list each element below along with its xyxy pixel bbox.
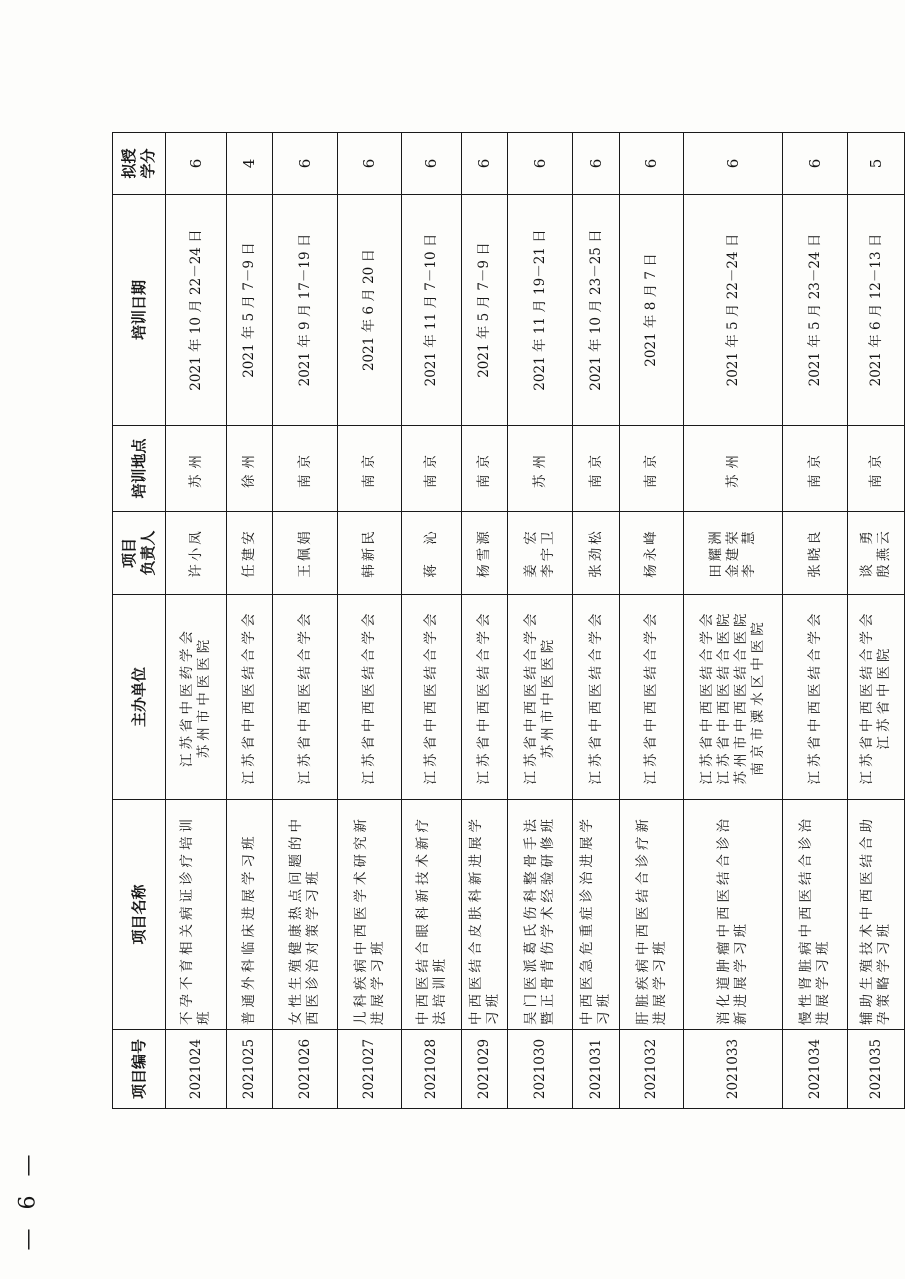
date-cell: 2021 年 5 月 23－24 日 [783, 195, 848, 426]
credits-cell: 6 [620, 133, 684, 195]
project-id-cell: 2021032 [620, 1030, 684, 1109]
location-cell: 南京 [273, 426, 338, 512]
organizer-cell: 江苏省中西医结合学会 [783, 595, 848, 800]
table-header-row [113, 133, 166, 1109]
organizer-cell: 江苏省中西医结合学会 [620, 595, 684, 800]
credits-cell: 6 [684, 133, 783, 195]
header-project-name: 项目名称 [113, 800, 166, 1030]
location-cell: 苏州 [684, 426, 783, 512]
header-project-id: 项目编号 [113, 1030, 166, 1109]
project-id-cell: 2021031 [573, 1030, 620, 1109]
header-credits: 拟授 学分 [113, 133, 166, 195]
project-name-cell: 女性生殖健康热点问题的中西医诊治对策学习班 [273, 800, 338, 1030]
credits-cell: 4 [227, 133, 273, 195]
person-in-charge-cell: 王佩娟 [273, 512, 338, 595]
project-id-cell: 2021028 [402, 1030, 462, 1109]
header-location: 培训地点 [113, 426, 166, 512]
location-cell: 南京 [573, 426, 620, 512]
credits-cell: 6 [273, 133, 338, 195]
organizer-cell: 江苏省中西医结合学会 苏州市中医医院 [508, 595, 573, 800]
organizer-cell: 江苏省中西医结合学会 [273, 595, 338, 800]
page-number-text: — 6 — [15, 1148, 41, 1250]
organizer-cell: 江苏省中西医结合学会 江苏省中西医结合医院 苏州市中西医结合医院 南京市溧水区中医院 [684, 595, 783, 800]
person-in-charge-cell: 张晓良 [783, 512, 848, 595]
location-cell: 徐州 [227, 426, 273, 512]
location-cell: 南京 [783, 426, 848, 512]
person-in-charge-cell: 田耀洲 金建荣 李 慧 [684, 512, 783, 595]
table-row [338, 133, 402, 1109]
date-cell: 2021 年 5 月 7－9 日 [227, 195, 273, 426]
organizer-cell: 江苏省中西医结合学会 [402, 595, 462, 800]
organizer-cell: 江苏省中医药学会 苏州市中医医院 [166, 595, 227, 800]
location-cell: 南京 [620, 426, 684, 512]
date-cell: 2021 年 11 月 7－10 日 [402, 195, 462, 426]
project-id-cell: 2021027 [338, 1030, 402, 1109]
credits-cell: 6 [338, 133, 402, 195]
project-id-cell: 2021029 [462, 1030, 508, 1109]
training-projects-table [112, 132, 905, 1109]
credits-cell: 6 [508, 133, 573, 195]
project-id-cell: 2021033 [684, 1030, 783, 1109]
location-cell: 南京 [462, 426, 508, 512]
table-row [848, 133, 905, 1109]
header-date: 培训日期 [113, 195, 166, 426]
project-name-cell: 不孕不育相关病证诊疗培训班 [166, 800, 227, 1030]
credits-cell: 6 [166, 133, 227, 195]
project-id-cell: 2021030 [508, 1030, 573, 1109]
project-name-cell: 慢性肾脏病中西医结合诊治进展学习班 [783, 800, 848, 1030]
location-cell: 苏州 [166, 426, 227, 512]
organizer-cell: 江苏省中西医结合学会 [227, 595, 273, 800]
location-cell: 南京 [338, 426, 402, 512]
credits-cell: 6 [402, 133, 462, 195]
table-body [166, 133, 905, 1109]
date-cell: 2021 年 11 月 19－21 日 [508, 195, 573, 426]
project-id-cell: 2021026 [273, 1030, 338, 1109]
person-in-charge-cell: 韩新民 [338, 512, 402, 595]
date-cell: 2021 年 5 月 7－9 日 [462, 195, 508, 426]
project-name-cell: 肝脏疾病中西医结合诊疗新进展学习班 [620, 800, 684, 1030]
table-row [166, 133, 227, 1109]
person-in-charge-cell: 谈 勇 殷燕云 [848, 512, 905, 595]
project-name-cell: 中西医结合皮肤科新进展学习班 [462, 800, 508, 1030]
location-cell: 南京 [402, 426, 462, 512]
credits-cell: 6 [462, 133, 508, 195]
header-person-in-charge: 项目 负责人 [113, 512, 166, 595]
table-row [273, 133, 338, 1109]
table-row [573, 133, 620, 1109]
date-cell: 2021 年 8 月 7 日 [620, 195, 684, 426]
person-in-charge-cell: 杨雪源 [462, 512, 508, 595]
credits-cell: 6 [783, 133, 848, 195]
project-id-cell: 2021034 [783, 1030, 848, 1109]
date-cell: 2021 年 9 月 17－19 日 [273, 195, 338, 426]
table-row [402, 133, 462, 1109]
table-row [620, 133, 684, 1109]
project-id-cell: 2021024 [166, 1030, 227, 1109]
date-cell: 2021 年 5 月 22－24 日 [684, 195, 783, 426]
person-in-charge-cell: 张劲松 [573, 512, 620, 595]
date-cell: 2021 年 10 月 23－25 日 [573, 195, 620, 426]
organizer-cell: 江苏省中西医结合学会 [462, 595, 508, 800]
project-id-cell: 2021025 [227, 1030, 273, 1109]
project-name-cell: 中西医结合眼科新技术新疗法培训班 [402, 800, 462, 1030]
project-name-cell: 普通外科临床进展学习班 [227, 800, 273, 1030]
table-row [227, 133, 273, 1109]
credits-cell: 5 [848, 133, 905, 195]
organizer-cell: 江苏省中西医结合学会 [573, 595, 620, 800]
table-row [508, 133, 573, 1109]
location-cell: 南京 [848, 426, 905, 512]
credits-cell: 6 [573, 133, 620, 195]
date-cell: 2021 年 6 月 20 日 [338, 195, 402, 426]
organizer-cell: 江苏省中西医结合学会 江苏省中医院 [848, 595, 905, 800]
table-row [684, 133, 783, 1109]
person-in-charge-cell: 杨永峰 [620, 512, 684, 595]
date-cell: 2021 年 6 月 12－13 日 [848, 195, 905, 426]
person-in-charge-cell: 蒋 沁 [402, 512, 462, 595]
project-name-cell: 儿科疾病中西医学术研究新进展学习班 [338, 800, 402, 1030]
project-name-cell: 中西医急危重症诊治进展学习班 [573, 800, 620, 1030]
person-in-charge-cell: 任建安 [227, 512, 273, 595]
location-cell: 苏州 [508, 426, 573, 512]
project-name-cell: 辅助生殖技术中西医结合助孕策略学习班 [848, 800, 905, 1030]
organizer-cell: 江苏省中西医结合学会 [338, 595, 402, 800]
person-in-charge-cell: 许小凤 [166, 512, 227, 595]
date-cell: 2021 年 10 月 22－24 日 [166, 195, 227, 426]
table-row [783, 133, 848, 1109]
project-name-cell: 消化道肿瘤中西医结合诊治新进展学习班 [684, 800, 783, 1030]
person-in-charge-cell: 姜 宏 李宇卫 [508, 512, 573, 595]
project-id-cell: 2021035 [848, 1030, 905, 1109]
page-number [8, 1129, 48, 1269]
rotated-table-wrapper [112, 133, 892, 1109]
table-row [462, 133, 508, 1109]
document-sheet [112, 133, 892, 1109]
header-organizer: 主办单位 [113, 595, 166, 800]
project-name-cell: 吴门医派葛氏伤科整骨手法暨正骨背伤学术经验研修班 [508, 800, 573, 1030]
